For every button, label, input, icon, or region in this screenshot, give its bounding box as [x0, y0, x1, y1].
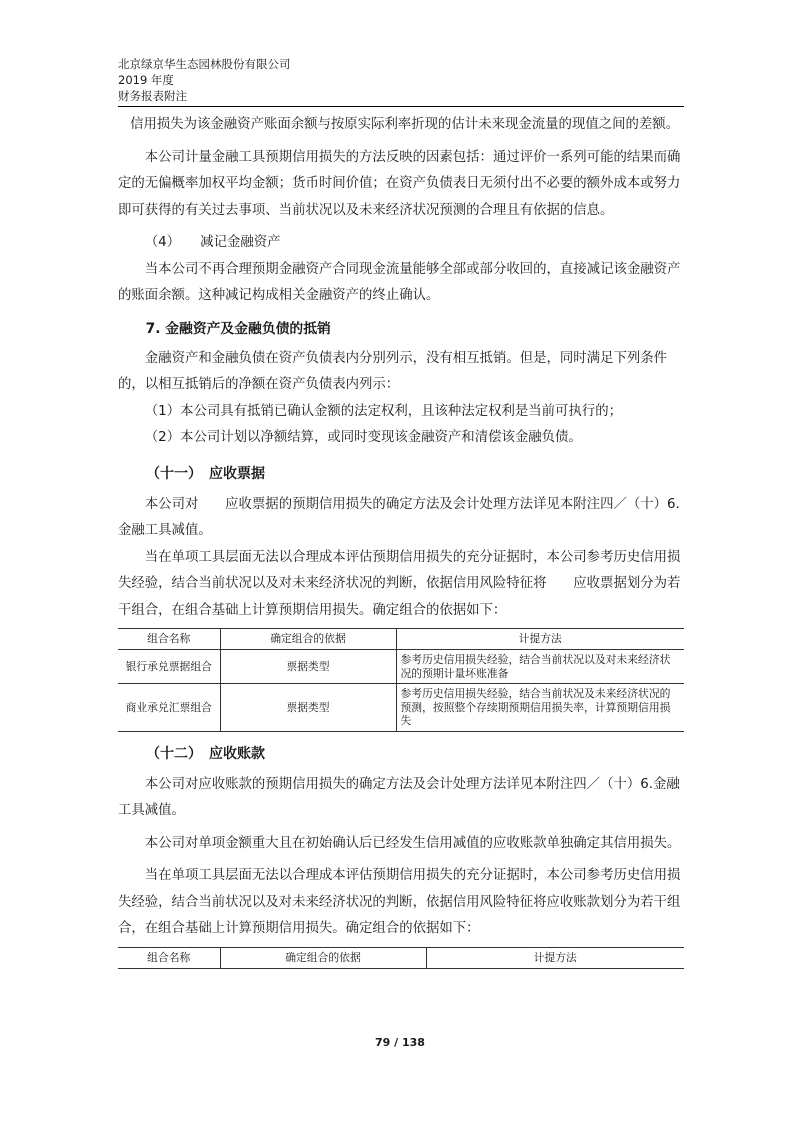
column-header: 计提方法 — [396, 629, 684, 650]
column-header: 确定组合的依据 — [220, 629, 396, 650]
paragraph: 当本公司不再合理预期金融资产合同现金流量能够全部或部分收回的，直接减记该金融资产的账面余额。这种减记构成相关金融资产的终止确认。 — [118, 261, 681, 303]
column-header: 计提方法 — [426, 947, 684, 968]
receivable-portfolio-table — [118, 947, 684, 969]
table-cell: 商业承兑汇票组合 — [118, 684, 220, 732]
section-heading: （十一） 应收票据 — [146, 465, 265, 482]
table-cell: 参考历史信用损失经验，结合当前状况及未来经济状况的预测，按照整个存续期预期信用损失率，计算预期信用损失 — [396, 684, 684, 732]
list-item: （2）本公司计划以净额结算，或同时变现该金融资产和清偿该金融负债。 — [144, 430, 582, 445]
table-cell: 参考历史信用损失经验，结合当前状况以及对未来经济状况的预期计量坏账准备 — [396, 650, 684, 684]
page-number: 79 / 138 — [375, 1036, 425, 1049]
paragraph: 本公司对 应收票据的预期信用损失的确定方法及会计处理方法详见本附注四／（十）6.金融工具减值。 — [118, 496, 680, 538]
list-item: （1）本公司具有抵销已确认金额的法定权利，且该种法定权利是当前可执行的； — [144, 403, 622, 419]
document-type: 财务报表附注 — [118, 89, 187, 103]
column-header: 确定组合的依据 — [220, 947, 426, 968]
document-body — [118, 112, 684, 969]
column-header: 组合名称 — [118, 947, 220, 968]
paragraph: 当在单项工具层面无法以合理成本评估预期信用损失的充分证据时，本公司参考历史信用损失经验，结合当前状况以及对未来经济状况的判断，依据信用风险特征将 应收票据划分为若干组合，在组合基础上计算预期信用损失。确定组合的依据如下： — [118, 549, 681, 618]
table-cell: 票据类型 — [220, 684, 396, 732]
subsection-heading: （4） 减记金融资产 — [144, 235, 281, 250]
paragraph: 本公司计量金融工具预期信用损失的方法反映的因素包括：通过评价一系列可能的结果而确定的无偏概率加权平均金额；货币时间价值；在资产负债表日无须付出不必要的额外成本或努力即可获得的有关过去事项、当前状况以及未来经济状况预测的合理且有依据的信息。 — [118, 149, 681, 218]
header-rule — [118, 106, 684, 107]
section-heading: （十二） 应收账款 — [146, 745, 265, 762]
page-header — [118, 56, 684, 104]
bill-portfolio-table — [118, 628, 684, 732]
table-cell: 银行承兑票据组合 — [118, 650, 220, 684]
table-row — [118, 650, 684, 684]
company-name: 北京绿京华生态园林股份有限公司 — [118, 57, 291, 71]
paragraph: 信用损失为该金融资产账面余额与按原实际利率折现的估计未来现金流量的现值之间的差额。 — [130, 117, 680, 132]
table-header-row — [118, 629, 684, 650]
paragraph: 金融资产和金融负债在资产负债表内分别列示，没有相互抵销。但是，同时满足下列条件的，以相互抵销后的净额在资产负债表内列示： — [118, 350, 668, 392]
paragraph: 本公司对应收账款的预期信用损失的确定方法及会计处理方法详见本附注四／（十）6.金融工具减值。 — [118, 776, 680, 818]
table-header-row — [118, 947, 684, 968]
report-year: 2019 年度 — [118, 73, 174, 87]
paragraph: 本公司对单项金额重大且在初始确认后已经发生信用减值的应收账款单独确定其信用损失。 — [144, 835, 681, 851]
section-heading: 7. 金融资产及金融负债的抵销 — [145, 320, 331, 337]
table-cell: 票据类型 — [220, 650, 396, 684]
table-row — [118, 684, 684, 732]
column-header: 组合名称 — [118, 629, 220, 650]
paragraph: 当在单项工具层面无法以合理成本评估预期信用损失的充分证据时，本公司参考历史信用损失经验，结合当前状况以及对未来经济状况的判断，依据信用风险特征将应收账款划分为若干组合，在组合基础上计算预期信用损失。确定组合的依据如下： — [118, 868, 681, 936]
